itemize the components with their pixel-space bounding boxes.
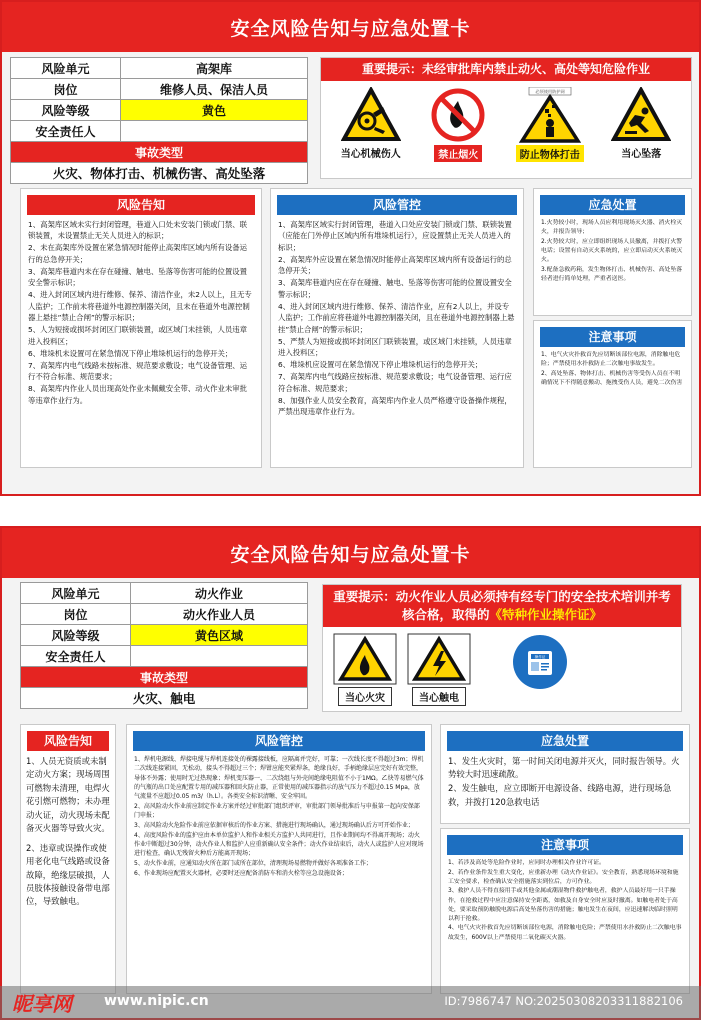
risk-control-panel <box>126 724 432 994</box>
cautions-panel <box>440 828 690 994</box>
sign-label: 禁止烟火 <box>434 145 482 162</box>
list-item: 3、救护人员不得直接用手或其他金属或潮湿物件救护触电者，救护人员最好用一只手操作，在抢救过程中应注意保持安全距离，如救及自身安全时应及时撤离。如触电者处于高处，要采取预防触脱电源后高处坠落伤害的措施；触电发生在夜间，应迅速解决临时照明以利于抢救。 <box>448 888 678 922</box>
operation-certificate-icon <box>511 633 569 691</box>
sign-label: 当心坠落 <box>621 149 662 161</box>
sign <box>428 87 488 162</box>
risk-info-table <box>20 582 308 709</box>
risk-notice-heading: 风险告知 <box>27 731 109 751</box>
warning-title <box>321 58 691 81</box>
warning-title <box>323 585 681 627</box>
info-label: 安全责任人 <box>11 121 121 142</box>
emergency-list <box>441 755 689 809</box>
cautions-heading: 注意事项 <box>540 327 685 347</box>
sign <box>341 87 401 160</box>
risk-notice-list <box>21 219 261 406</box>
fall-hazard-icon <box>611 87 671 143</box>
list-item: 3、高架库巷道内未在存在碰撞、触电、坠落等伤害可能的位置设置安全警示标识； <box>28 266 248 288</box>
list-item: 1、电气火灾扑救首先应切断该部位电源，消除触电危险；严禁使用水扑救防止二次触电事故发生。 <box>541 352 681 368</box>
warning-text: 重要提示：动火作业人员必须持有经专门的安全技术培训并考核合格，取得的 <box>333 589 671 623</box>
warning-text: 重要提示：未经审批库内禁止动火、高处等知危险作业 <box>361 62 650 76</box>
list-item: 2、若作业条件发生重大变化，应重新办理《动火作业证》。安全教育，熟悉现场环境和施工安全要求，检查确认安全措施落实到位后，方可作业。 <box>448 869 679 885</box>
info-row <box>11 79 308 100</box>
list-item: 2.火势较大时，应立即组织现场人员撤离，并拨打火警电话；设置有自动灭火系统的，应立即启动灭火系统灭火。 <box>541 238 683 264</box>
info-row <box>21 646 308 667</box>
accident-type-row <box>21 667 308 688</box>
caution-electric-shock-icon <box>407 633 471 685</box>
info-row <box>11 100 308 121</box>
list-item: 1.火势较小时，现场人员应利用现场灭火器、消火栓灭火，并报告领导； <box>541 220 683 236</box>
info-value: 动火作业 <box>131 583 308 604</box>
info-label: 风险等级 <box>21 625 131 646</box>
emergency-heading: 应急处置 <box>447 731 683 751</box>
info-label: 风险等级 <box>11 100 121 121</box>
info-value: 动火作业人员 <box>131 604 308 625</box>
sign-label: 当心火灾 <box>338 687 392 706</box>
sign <box>516 87 584 162</box>
accident-type-label: 事故类型 <box>11 142 308 163</box>
info-value: 维修人员、保洁人员 <box>121 79 308 100</box>
info-value: 高架库 <box>121 58 308 79</box>
list-item: 2、高处坠落、物体打击、机械伤害等受伤人员在不明确情况下不得随意搬动、拖拽受伤人员，避免二次伤害 <box>541 370 683 386</box>
info-row <box>11 121 308 142</box>
list-item: 4、电气火灾扑救首先应切断该部位电源，消除触电危险；严禁使用水扑救防止二次触电事故发生，600V以上严禁使用二氧化碳灭火器。 <box>448 925 682 941</box>
watermark-id: ID:7986747 NO:20250308203311882106 <box>444 994 683 1008</box>
risk-notice-panel <box>20 724 116 994</box>
risk-control-panel <box>270 188 524 468</box>
list-item: 5、动火作业前，应通知动火所在部门或所在部位，清理现场易燃物并做好各项准备工作； <box>134 860 372 868</box>
card-title: 安全风险告知与应急处置卡 <box>2 2 699 52</box>
emergency-panel <box>440 724 690 824</box>
certificate-text: 操作证 <box>534 655 546 660</box>
emergency-panel <box>533 188 692 316</box>
sign-label: 当心机械伤人 <box>340 149 401 161</box>
risk-control-list <box>127 755 431 878</box>
caution-fire-icon <box>333 633 397 685</box>
list-item: 3.配备急救药箱，发生物体打击、机械伤害、高处坠落轻者进行简单处理，严重者送医。 <box>541 266 683 282</box>
certificate-name: 《特种作业操作证》 <box>489 607 603 623</box>
info-label: 风险单元 <box>21 583 131 604</box>
list-item: 4、高度风险作业的监护应由本单位监护人和作业相关方监护人共同进行，且作业期间均不得离开现场；动火作业中断超过30分钟，动火作业人和监护人应重新确认安全条件；动火作业结束后，动火人或监护人应对现场进行检查，确认无残留火种后方能离开现场； <box>134 831 424 858</box>
list-item: 4、进入封闭区域内进行维修、保养、清洁作业，未2人以上，且无专人监护；工作前未将巷道外电源控制器关闭，且未在巷道外电源控制器上悬挂”禁止合闸”的警示标识； <box>28 290 252 323</box>
accident-type-row <box>11 142 308 163</box>
list-item: 8、高架库内作业人员出现高处作业未佩戴安全带、动火作业未审批等违章作业行为。 <box>28 384 248 405</box>
sign-small-text: 必须使用防护网 <box>535 89 565 95</box>
list-item: 3、高架库巷道内应在存在碰撞、触电、坠落等伤害可能的位置设置安全警示标识； <box>278 278 512 299</box>
sign <box>407 633 471 706</box>
warning-box <box>322 584 682 712</box>
risk-control-heading: 风险管控 <box>133 731 425 751</box>
sign <box>333 633 397 706</box>
safety-signs <box>323 627 681 706</box>
info-value <box>131 646 308 667</box>
emergency-heading: 应急处置 <box>540 195 685 215</box>
cautions-list <box>534 351 691 388</box>
list-item: 1、人员无资质或未制定动火方案；现场周围可燃物未清理，电焊火花引燃可燃物；未办理动火证，动火现场未配备灭火器等导致火灾。 <box>26 756 110 834</box>
info-row <box>11 58 308 79</box>
risk-notice-panel <box>20 188 262 468</box>
list-item: 2、违章或误操作或使用老化电气线路或设备故障，绝缘层破损，人员肢体接触设备带电部位，导致触电。 <box>26 842 110 907</box>
info-row <box>21 583 308 604</box>
list-item: 2、发生触电，应立即断开电源设备、线路电源，进行现场急救，并拨打120急救电话 <box>448 783 672 807</box>
risk-info-table <box>10 57 308 184</box>
emergency-list <box>534 219 691 284</box>
accident-type-value: 火灾、物体打击、机械伤害、高处坠落 <box>11 163 308 184</box>
info-label: 岗位 <box>21 604 131 625</box>
info-label: 安全责任人 <box>21 646 131 667</box>
warning-box <box>320 57 692 179</box>
info-value <box>121 121 308 142</box>
cautions-list <box>441 859 689 943</box>
accident-type-value-row <box>21 688 308 709</box>
risk-control-heading: 风险管控 <box>277 195 517 215</box>
list-item: 7、高架库内电气线路应按标准、规范要求敷设；电气设备管理、运行应符合标准、规范要求； <box>278 372 512 393</box>
watermark-logo: 昵享网 <box>12 992 72 1016</box>
accident-type-value-row <box>11 163 308 184</box>
list-item: 1、高架库区域实行封闭管理，巷道入口处应安装门锁或门禁、联锁装置（应能在门外停止区域内所有堆垛机运行），应设置禁止无关人员进入的标识； <box>278 220 512 252</box>
info-row <box>21 604 308 625</box>
list-item: 8、加强作业人员安全教育，高架库内作业人员严格遵守设备操作规程，严禁出现违章作业行为。 <box>278 395 512 416</box>
list-item: 2、未在高架库外设置在紧急情况时能停止高架库区域内所有设备运行的总急停开关； <box>28 243 248 264</box>
list-item: 7、高架库内电气线路未按标准、规范要求敷设；电气设备管理、运行不符合标准、规范要求； <box>28 360 248 382</box>
risk-notice-list <box>21 755 115 909</box>
info-label: 风险单元 <box>11 58 121 79</box>
no-smoking-icon <box>428 87 488 143</box>
risk-level-value: 黄色 <box>121 100 308 121</box>
list-item: 3、高风险动火危险作业前应依据审核后的作业方案、措施进行现场确认，通过现场确认后方可开始作业； <box>134 822 414 830</box>
safety-card-high-bay-warehouse <box>0 0 701 496</box>
list-item: 4、进入封闭区域内进行维修、保养、清洁作业，应有2人以上，并设专人监护；工作前应将巷道外电源控制器关闭，且在巷道外电源控制器上悬挂”禁止合闸”的警示标识； <box>278 301 515 334</box>
list-item: 1、若涉及高处等危险作业时，应同时办理相关作业许可证。 <box>448 860 605 866</box>
list-item: 1、发生火灾时，第一时间关闭电源并灭火，同时报告领导。火势较大时迅速疏散。 <box>448 756 680 780</box>
sign <box>611 87 671 160</box>
list-item: 1、焊机电源线、焊接电缆与焊机连接处的裸露接线板，应隔离并完好，可靠；一次线长度不得超过3m；焊机二次线连接紧固，无松动，接头不得超过三个；焊钳应能夹紧焊条，绝缘良好，手柄绝缘层应完好有效完整，导体不外露；使用时无过热现象；焊机变压器一、二次绕组与外壳间绝缘电阻值不小于1MΩ。乙炔等易燃气体的气瓶的出口处应配置专用的减压器和回火防止器，正常使用的减压器指示的放气压力不超过0.15 Mpa，放气流量不应超过0.05 m3/（h.L）。各类安全标识清晰、安全牢固。 <box>134 756 424 801</box>
info-row <box>21 625 308 646</box>
risk-control-list <box>271 219 523 417</box>
list-item: 2、高风险动火作业前应制定作业方案并经过审批部门组织评审，审批部门领导批准后与申报第一起向安保部门申报； <box>134 802 420 820</box>
sign-label: 当心触电 <box>412 687 466 706</box>
list-item: 6、堆垛机未设置可在紧急情况下停止堆垛机运行的急停开关； <box>28 348 233 358</box>
accident-type-value: 火灾、触电 <box>21 688 308 709</box>
list-item: 1、高架库区域未实行封闭管理，巷道入口处未安装门锁或门禁、联锁装置，未设置禁止无关人员进入的标识； <box>28 220 248 241</box>
cautions-heading: 注意事项 <box>447 835 683 855</box>
sign-label: 防止物体打击 <box>516 145 584 162</box>
list-item: 5、严禁人为短接或损坏封闭区门联锁装置，或区域门未挂锁，人员违章进入投料区； <box>278 336 512 358</box>
card-title: 安全风险告知与应急处置卡 <box>2 528 699 578</box>
risk-level-value: 黄色区域 <box>131 625 308 646</box>
accident-type-label: 事故类型 <box>21 667 308 688</box>
list-item: 6、堆垛机应设置可在紧急情况下停止堆垛机运行的急停开关； <box>278 360 483 370</box>
risk-notice-heading: 风险告知 <box>27 195 255 215</box>
list-item: 5、人为短接或损坏封闭区门联锁装置，或区域门未挂锁，人员违章进入投料区； <box>28 325 248 346</box>
cautions-panel <box>533 320 692 468</box>
info-label: 岗位 <box>11 79 121 100</box>
list-item: 2、高架库外应设置在紧急情况时能停止高架库区域内所有设备运行的总急停开关； <box>278 254 512 276</box>
safety-card-hot-work <box>0 526 701 1020</box>
watermark-url[interactable]: www.nipic.cn <box>104 993 209 1009</box>
caution-machine-injury-icon <box>341 87 401 143</box>
safety-signs <box>321 81 691 162</box>
falling-object-icon <box>519 87 581 143</box>
list-item: 6、作业现场应配置灭火器材，必要时还应配备消防车和消火栓等应急设施设备； <box>134 870 348 878</box>
sign <box>511 633 569 691</box>
